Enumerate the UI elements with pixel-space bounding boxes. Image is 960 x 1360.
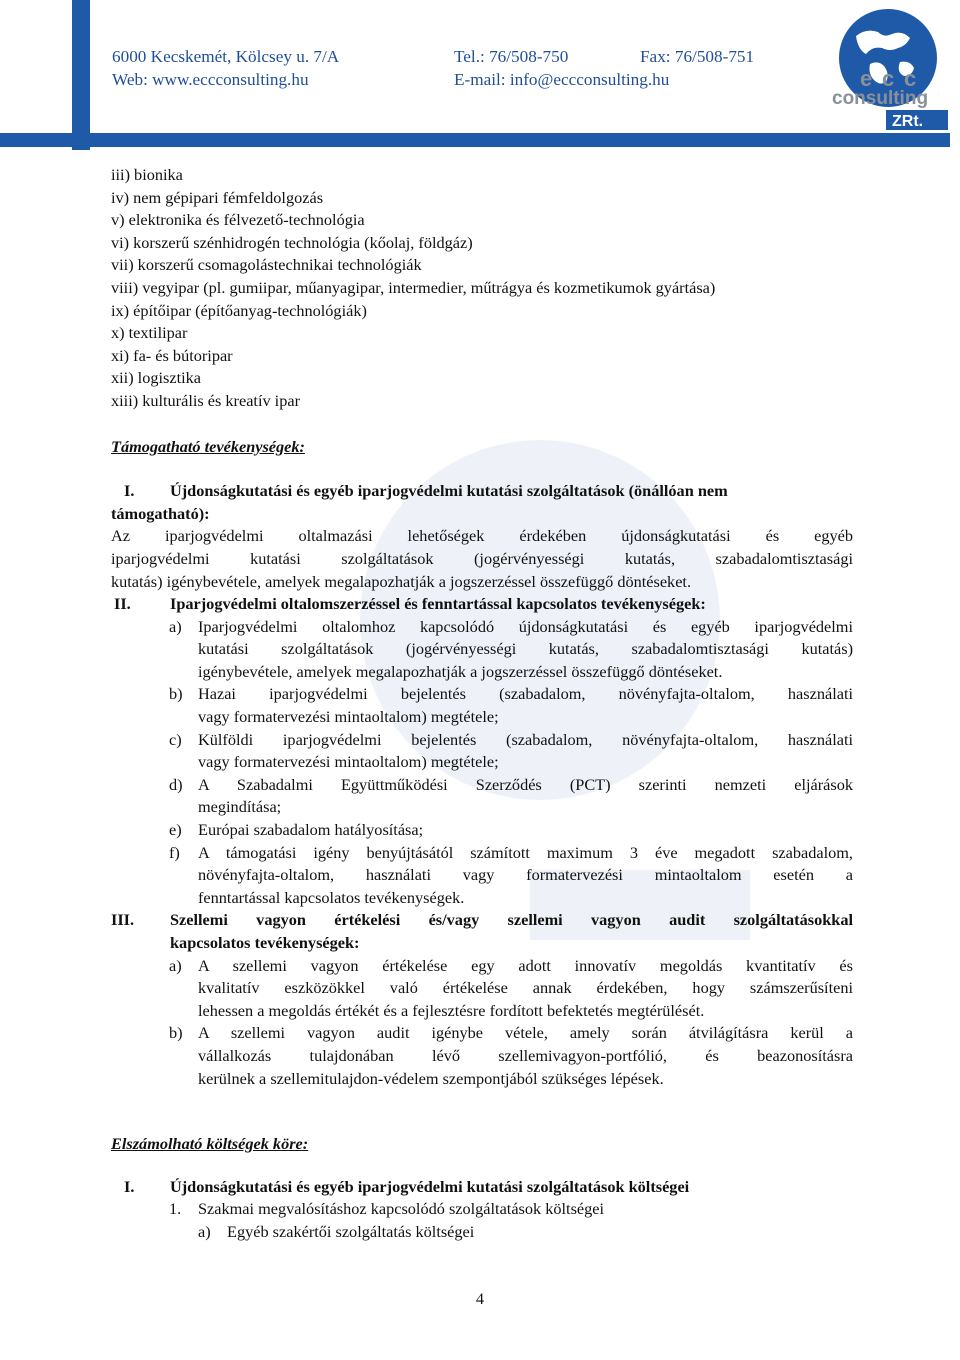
cost-1-number: I. <box>124 1176 135 1196</box>
activity-3-title-line: Szellemi vagyon értékelési és/vagy szellemi vagyon audit szolgáltatásokkal <box>170 910 853 930</box>
cost-1-subitem-1a: a) Egyéb szakértői szolgáltatás költségei <box>198 1221 475 1241</box>
activity-2-number: II. <box>114 594 131 614</box>
activity-2-subitem-b: b) Hazai iparjogvédelmi bejelentés (szabadalom, növényfajta-oltalom, használati vagy formatervezési mintaoltalom) megtétele; <box>169 684 853 727</box>
logo-suffix: ZRt. <box>892 113 924 130</box>
activity-1-title <box>111 480 853 503</box>
supported-activities-heading: Támogatható tevékenységek: <box>111 436 305 456</box>
header-address: 6000 Kecskemét, Kölcsey u. 7/A <box>112 47 340 66</box>
header-web: Web: www.eccconsulting.hu <box>112 70 309 89</box>
list-item: vii) korszerű csomagolástechnikai technológiák <box>111 255 422 275</box>
activity-1-body-line: iparjogvédelmi kutatási szolgáltatások (jogérvényességi kutatás, szabadalomtisztasági <box>111 548 853 568</box>
activity-1-title-line: támogatható): <box>111 503 210 523</box>
list-item: xii) logisztika <box>111 368 201 388</box>
header-tel: Tel.: 76/508-750 <box>454 47 569 66</box>
list-item: ix) építőipar (építőanyag-technológiák) <box>111 300 367 320</box>
activity-2-subitem-d: d) A Szabadalmi Együttműködési Szerződés (PCT) szerinti nemzeti eljárások megindítása; <box>169 774 853 817</box>
header-email: E-mail: info@eccconsulting.hu <box>454 70 670 89</box>
header-fax: Fax: 76/508-751 <box>640 47 755 66</box>
list-item: xi) fa- és bútoripar <box>111 345 233 365</box>
logo-letter-c2: c <box>904 66 917 91</box>
page-number: 4 <box>475 1289 485 1308</box>
cost-1-title: I. Újdonságkutatási és egyéb iparjogvédelmi kutatási szolgáltatások költségei <box>111 1176 853 1199</box>
header-vertical-bar <box>72 0 90 150</box>
list-item: x) textilipar <box>111 323 188 343</box>
activity-2-subitem-a: a) Iparjogvédelmi oltalomhoz kapcsolódó újdonságkutatási és egyéb iparjogvédelmi kutatási szolgáltatások (jogérvényességi kutatás, szabadalomtisztasági kutatás) igénybevétele, amelyek megalapozhatják a jogszerzéssel összefüggő döntéseket. <box>169 616 853 681</box>
industry-list <box>111 164 853 413</box>
activity-1-title-line: Újdonságkutatási és egyéb iparjogvédelmi kutatási szolgáltatások (önállóan nem <box>170 481 728 501</box>
list-item: viii) vegyipar (pl. gumiipar, műanyagipar, intermedier, műtrágya és kozmetikumok gyártása) <box>111 277 716 297</box>
activity-2-title-line: Iparjogvédelmi oltalomszerzéssel és fenntartással kapcsolatos tevékenységek: <box>170 594 706 614</box>
activity-2-subitem-f: f) A támogatási igény benyújtásától számított maximum 3 éve megadott szabadalom, növényfajta-oltalom, használati vagy formatervezési mintaoltalom esetén a fenntartással kapcsolatos tevékenységek. <box>169 842 853 907</box>
list-item: v) elektronika és félvezető-technológia <box>111 210 365 230</box>
list-item: xiii) kulturális és kreatív ipar <box>111 390 300 410</box>
logo-letter-e: e <box>860 66 873 91</box>
activity-2-subitem-e: e) Európai szabadalom hatályosítása; <box>169 820 424 840</box>
company-logo <box>826 6 948 132</box>
activity-3-number: III. <box>111 910 135 930</box>
logo-letter-c1: c <box>882 66 895 91</box>
activity-1-body-line: Az iparjogvédelmi oltalmazási lehetőségek érdekében újdonságkutatási és egyéb <box>111 526 853 546</box>
list-item: iii) bionika <box>111 165 183 184</box>
activity-1-body-line: kutatás) igénybevétele, amelyek megalapozhatják a jogszerzéssel összefüggő döntéseket. <box>111 571 692 591</box>
activity-3-subitem-b: b) A szellemi vagyon audit igénybe vétele, amely során átvilágításra kerül a vállalkozás tulajdonában lévő szellemivagyon-portfólió, és beazonosításra kerülnek a szellemitulajdon-védelem szempontjából szükséges lépések. <box>169 1023 853 1088</box>
document-body <box>111 164 853 1244</box>
cost-1-subitem-1: 1. Szakmai megvalósításhoz kapcsolódó szolgáltatások költségei <box>169 1199 605 1219</box>
activity-3-title-line: kapcsolatos tevékenységek: <box>170 933 360 952</box>
list-item: vi) korszerű szénhidrogén technológia (kőolaj, földgáz) <box>111 232 473 252</box>
activity-2-subitem-c: c) Külföldi iparjogvédelmi bejelentés (szabadalom, növényfajta-oltalom, használati vagy formatervezési mintaoltalom) megtétele; <box>169 729 853 772</box>
list-item: iv) nem gépipari fémfeldolgozás <box>111 187 324 207</box>
activity-3-title <box>111 909 853 954</box>
activity-2-title <box>111 593 853 616</box>
header-horizontal-bar <box>0 133 950 147</box>
eligible-costs-heading: Elszámolható költségek köre: <box>111 1134 309 1154</box>
activity-1-number: I. <box>124 481 135 501</box>
logo-word: consulting <box>832 88 929 109</box>
activity-3-subitem-a: a) A szellemi vagyon értékelése egy adott innovatív megoldás kvantitatív és kvalitatív eszközökkel való értékelése annak érdekében, hogy számszerűsíteni lehessen a megoldás értékét és a fejlesztésre fordított befektetés megtérülését. <box>169 955 853 1020</box>
